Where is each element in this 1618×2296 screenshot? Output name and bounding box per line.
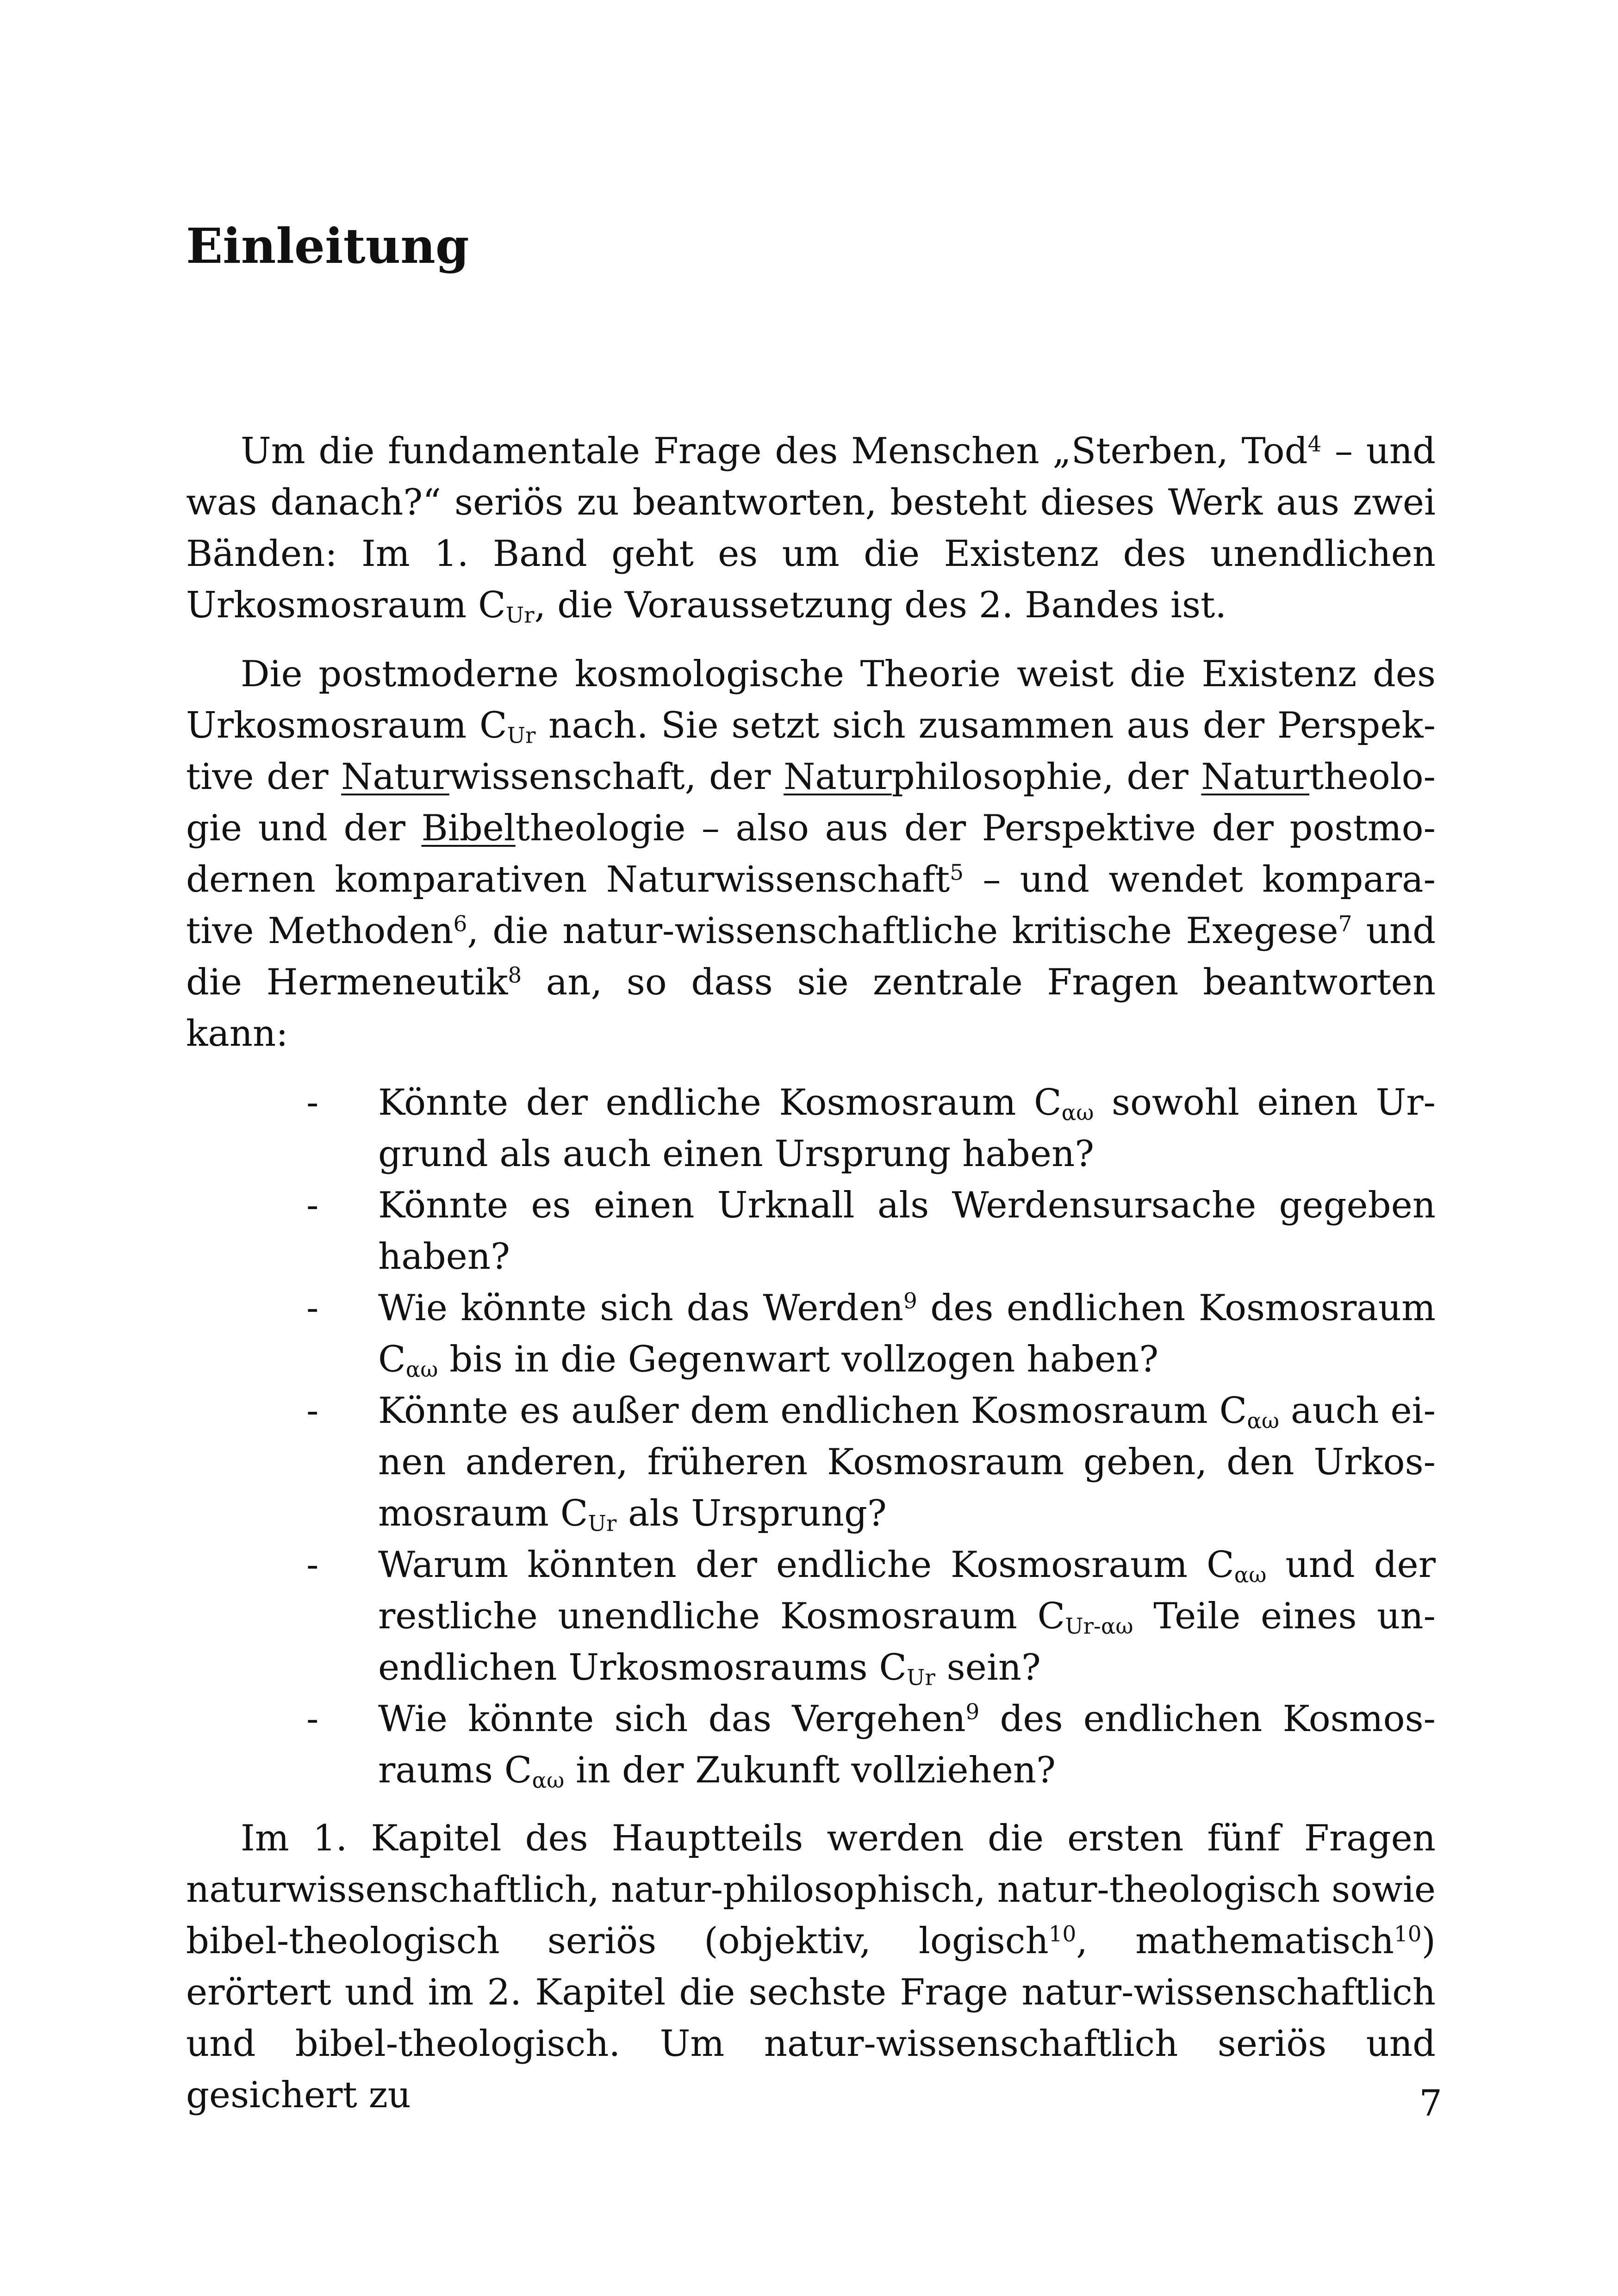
subscript-ur-alpha-omega: Ur-αω bbox=[1065, 1614, 1133, 1639]
paragraph-theory-text-h: , die natur-wissenschaftliche kritische Exegese bbox=[467, 910, 1338, 952]
question-5-text-b: und der restliche unendliche Kosmosraum C bbox=[378, 1544, 1436, 1637]
footnote-ref-10: 10 bbox=[1048, 1922, 1077, 1947]
list-item-question-3 bbox=[186, 1283, 1436, 1385]
question-3-text-a: Wie könnte sich das Werden bbox=[378, 1287, 903, 1329]
paragraph-theory-text-e: theologie und der bbox=[186, 756, 1436, 849]
chapter-heading: Einleitung bbox=[186, 217, 469, 274]
question-3-text-c: bis in die Gegenwart vollzogen haben? bbox=[438, 1339, 1159, 1380]
paragraph-chapters-text-b: , mathematisch bbox=[1076, 1920, 1394, 1962]
question-4-text-c: als Ursprung? bbox=[616, 1493, 887, 1534]
footnote-ref-4: 4 bbox=[1307, 432, 1322, 457]
list-item-question-4 bbox=[186, 1385, 1436, 1539]
question-4-text-a: Könnte es außer dem endlichen Kosmosraum C bbox=[378, 1390, 1247, 1432]
body-text bbox=[186, 426, 1436, 2139]
subscript-ur: Ur bbox=[505, 603, 535, 628]
paragraph-theory-text-d: philosophie, der bbox=[891, 756, 1201, 798]
list-item-question-2 bbox=[186, 1180, 1436, 1283]
footnote-ref-7: 7 bbox=[1338, 912, 1352, 937]
list-item-question-6 bbox=[186, 1694, 1436, 1796]
list-dash: - bbox=[306, 1544, 319, 1586]
footnote-ref-6: 6 bbox=[453, 912, 467, 937]
list-dash: - bbox=[306, 1390, 319, 1432]
subscript-alpha-omega: αω bbox=[1247, 1409, 1280, 1434]
paragraph-theory-text-f: theologie – also aus der Perspektive der postmodernen komparativen Naturwissenschaft bbox=[186, 807, 1436, 900]
footnote-ref-8: 8 bbox=[508, 963, 522, 988]
question-5-text-c: Teile eines unendlichen Urkosmosraums C bbox=[378, 1595, 1436, 1688]
footnote-ref-9: 9 bbox=[965, 1700, 980, 1725]
paragraph-intro bbox=[186, 426, 1436, 631]
subscript-alpha-omega: αω bbox=[532, 1768, 565, 1793]
question-5-text-d: sein? bbox=[935, 1647, 1041, 1688]
list-dash: - bbox=[306, 1082, 319, 1123]
page-number: 7 bbox=[1419, 2083, 1442, 2124]
paragraph-theory-text-a: Die postmoderne kosmologische Theorie weist die Existenz des Urkosmosraum C bbox=[186, 653, 1436, 746]
paragraph-chapters-text-c: ) erörtert und im 2. Kapitel die sechste Frage natur-wissenschaftlich und bibel-theologisch. Um natur-wissenschaftlich seriös und gesichert zu bbox=[186, 1920, 1436, 2116]
underlined-bibel: Bibel bbox=[421, 807, 516, 849]
list-dash: - bbox=[306, 1185, 319, 1226]
subscript-ur: Ur bbox=[507, 723, 536, 749]
question-list bbox=[186, 1077, 1436, 1796]
footnote-ref-9: 9 bbox=[903, 1289, 917, 1314]
paragraph-theory bbox=[186, 649, 1436, 1060]
paragraph-chapters bbox=[186, 1813, 1436, 2121]
underlined-natur-3: Natur bbox=[1201, 756, 1310, 798]
underlined-natur-2: Natur bbox=[784, 756, 892, 798]
paragraph-intro-text-c: , die Voraussetzung des 2. Bandes ist. bbox=[534, 584, 1227, 626]
question-3-text-b: des endlichen Kosmosraum C bbox=[378, 1287, 1436, 1380]
question-1-text-a: Könnte der endliche Kosmosraum C bbox=[378, 1082, 1062, 1123]
question-6-text-b: des endlichen Kosmosraums C bbox=[378, 1698, 1436, 1791]
list-dash: - bbox=[306, 1287, 319, 1329]
subscript-alpha-omega: αω bbox=[1061, 1100, 1094, 1126]
paragraph-chapters-text-a: Im 1. Kapitel des Hauptteils werden die ersten fünf Fragen naturwissenschaftlich, natur-philosophisch, natur-theologisch sowie bibel-theologisch seriös (objektiv, logisch bbox=[186, 1818, 1436, 1962]
subscript-ur: Ur bbox=[907, 1665, 935, 1691]
question-2-text-a: Könnte es einen Urknall als Werdensursache gegeben haben? bbox=[378, 1185, 1436, 1278]
subscript-ur: Ur bbox=[588, 1511, 617, 1537]
list-item-question-1 bbox=[186, 1077, 1436, 1180]
footnote-ref-5: 5 bbox=[950, 860, 964, 886]
paragraph-theory-text-i: und die Hermeneutik bbox=[186, 910, 1436, 1003]
paragraph-theory-text-g: – und wendet komparative Methoden bbox=[186, 859, 1436, 952]
list-dash: - bbox=[306, 1698, 319, 1740]
paragraph-intro-text-a: Um die fundamentale Frage des Menschen „Sterben, Tod bbox=[241, 430, 1308, 472]
list-item-question-5 bbox=[186, 1539, 1436, 1694]
footnote-ref-10: 10 bbox=[1394, 1922, 1422, 1947]
subscript-alpha-omega: αω bbox=[1234, 1563, 1267, 1588]
paragraph-theory-text-j: an, so dass sie zentrale Fragen beantworten kann: bbox=[186, 962, 1436, 1055]
question-6-text-c: in der Zukunft vollziehen? bbox=[564, 1750, 1056, 1791]
paragraph-theory-text-b: nach. Sie setzt sich zusammen aus der Perspektive der bbox=[186, 705, 1436, 798]
underlined-natur-1: Natur bbox=[341, 756, 449, 798]
paragraph-theory-text-c: wissenschaft, der bbox=[449, 756, 784, 798]
question-5-text-a: Warum könnten der endliche Kosmosraum C bbox=[378, 1544, 1234, 1586]
question-4-text-b: auch einen anderen, früheren Kosmosraum geben, den Urkosmosraum C bbox=[378, 1390, 1436, 1534]
question-1-text-b: sowohl einen Urgrund als auch einen Ursprung haben? bbox=[378, 1082, 1436, 1175]
question-6-text-a: Wie könnte sich das Vergehen bbox=[378, 1698, 966, 1740]
paragraph-intro-text-b: – und was danach?“ seriös zu beantworten, besteht dieses Werk aus zwei Bänden: Im 1. Band geht es um die Existenz des unendlichen Urkosmosraum C bbox=[186, 430, 1436, 626]
subscript-alpha-omega: αω bbox=[405, 1357, 438, 1383]
